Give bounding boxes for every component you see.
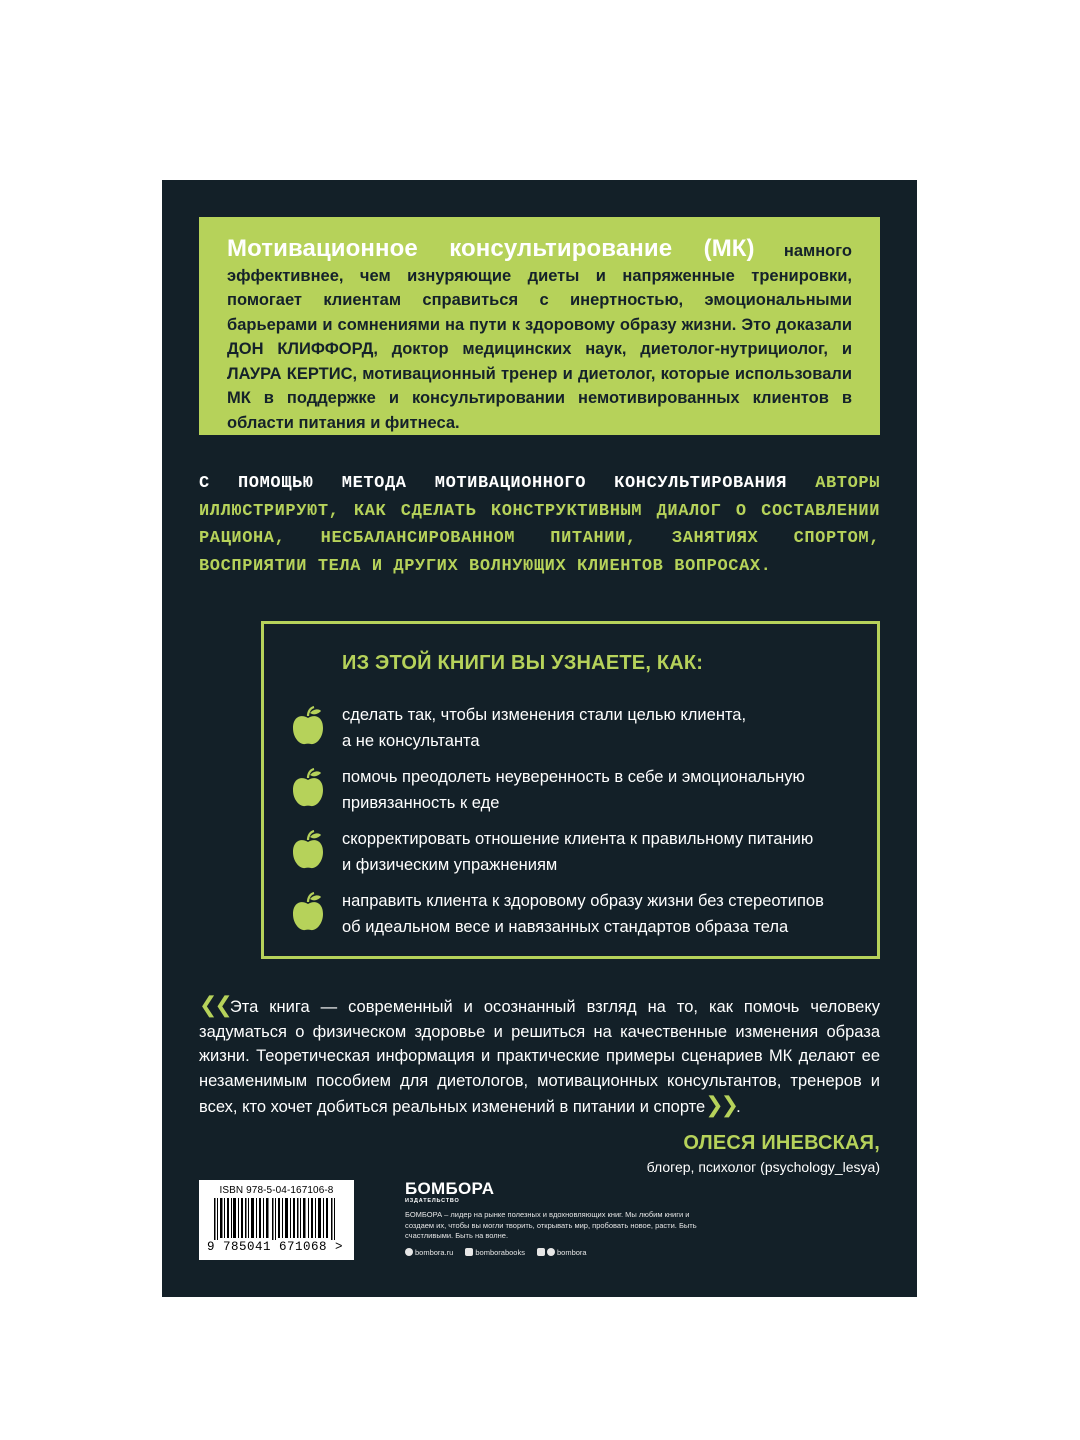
list-item-line2: об идеальном весе и навязанных стандартов образа тела (342, 918, 789, 936)
barcode-bars (206, 1198, 347, 1244)
apple-icon (290, 768, 326, 808)
intro-lead: Мотивационное консультирование (МК) (227, 235, 755, 262)
learn-title: ИЗ ЭТОЙ КНИГИ ВЫ УЗНАЕТЕ, КАК: (342, 652, 704, 674)
website-link-text: bombora.ru (415, 1247, 454, 1257)
close-quote-mark: ❯❯ (705, 1092, 737, 1118)
quote-end: . (736, 1098, 741, 1117)
isbn-label: ISBN 978-5-04-167106-8 (219, 1185, 334, 1196)
telegram-icon (547, 1248, 555, 1256)
method-white-text: С ПОМОЩЬЮ МЕТОДА МОТИВАЦИОННОГО КОНСУЛЬТИРОВАНИЯ (199, 474, 816, 493)
review-quote (199, 993, 880, 1120)
list-item-line2: привязанность к еде (342, 794, 500, 812)
publisher-links (405, 1248, 705, 1257)
publisher-subtitle: ИЗДАТЕЛЬСТВО (405, 1198, 460, 1204)
author-role: блогер, психолог (psychology_lesya) (646, 1159, 880, 1175)
list-item-line2: а не консультанта (342, 732, 480, 750)
list-item (290, 888, 860, 942)
apple-icon (290, 706, 326, 746)
list-item-line2: и физическим упражнениям (342, 856, 558, 874)
apple-icon (290, 892, 326, 932)
method-green-text: АВТОРЫ ИЛЛЮСТРИРУЮТ, КАК СДЕЛАТЬ КОНСТРУКТИВНЫМ ДИАЛОГ О СОСТАВЛЕНИИ РАЦИОНА, НЕСБАЛАНСИРОВАННОМ ПИТАНИИ, ЗАНЯТИЯХ СПОРТОМ, ВОСПРИЯТИИ ТЕЛА И ДРУГИХ ВОЛНУЮЩИХ КЛИЕНТОВ ВОПРОСАХ. (199, 474, 880, 576)
list-item-line1: направить клиента к здоровому образу жизни без стереотипов (342, 892, 824, 910)
method-paragraph (199, 470, 880, 580)
globe-icon (405, 1248, 413, 1256)
publisher-block (405, 1180, 705, 1257)
social-link-text: bombora (556, 1247, 587, 1257)
list-item (290, 826, 860, 880)
apple-icon (290, 830, 326, 870)
vk-link[interactable] (465, 1248, 525, 1257)
isbn-digits: 9 785041 671068 > (207, 1240, 344, 1254)
isbn-barcode (199, 1180, 354, 1260)
website-link[interactable] (405, 1248, 453, 1257)
publisher-logo: БОМБОРА (405, 1179, 495, 1198)
book-back-cover (162, 180, 917, 1297)
vk-icon (465, 1248, 473, 1256)
intro-body: намного эффективнее, чем изнуряющие диеты и напряженные тренировки, помогает клиентам справиться с инертностью, эмоциональными барьерами и сомнениями на пути к здоровому образу жизни. Это доказали ДОН КЛИФФОРД, доктор медицинских наук, диетолог-нутрициолог, и ЛАУРА КЕРТИС, мотивационный тренер и диетолог, которые использовали МК в поддержке и консультировании немотивированных клиентов в области питания и фитнеса. (227, 242, 852, 432)
list-item (290, 702, 860, 756)
learn-box (261, 621, 880, 959)
social-link[interactable] (537, 1248, 587, 1257)
publisher-description: БОМБОРА – лидер на рынке полезных и вдохновляющих книг. Мы любим книги и создаем их, чтобы вы могли творить, открывать мир, пробовать новое, расти. Быть счастливыми. Быть на волне. (405, 1210, 697, 1240)
quote-author (647, 1132, 880, 1175)
list-item-line1: сделать так, чтобы изменения стали целью клиента, (342, 706, 747, 724)
quote-text: Эта книга — современный и осознанный взгляд на то, как помочь человеку задуматься о физическом здоровье и решиться на качественные изменения образа жизни. Теоретическая информация и практические примеры сценариев МК делают ее незаменимым пособием для диетологов, мотивационных консультантов, тренеров и всех, кто хочет добиться реальных изменений в питании и спорте (199, 998, 880, 1117)
list-item-line1: помочь преодолеть неуверенность в себе и эмоциональную (342, 768, 805, 786)
list-item (290, 764, 860, 818)
social-icon (537, 1248, 545, 1256)
vk-link-text: bomborabooks (475, 1247, 525, 1257)
list-item-line1: скорректировать отношение клиента к правильному питанию (342, 830, 814, 848)
intro-block (199, 217, 880, 435)
open-quote-mark: ❮❮ (199, 992, 230, 1017)
author-name: ОЛЕСЯ ИНЕВСКАЯ, (683, 1132, 880, 1154)
